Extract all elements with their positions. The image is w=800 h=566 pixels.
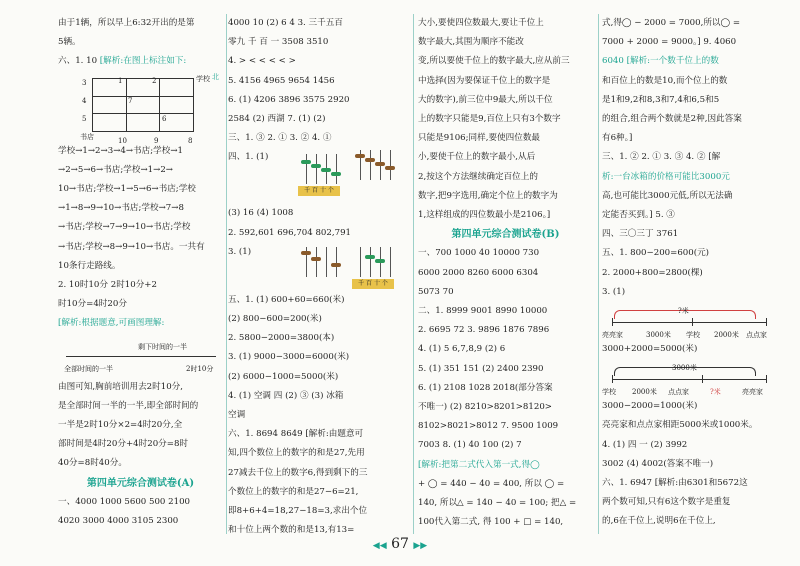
text-line: 3000−2000=1000(米) — [602, 401, 698, 412]
grid-number: 7 — [128, 96, 133, 105]
text-line — [602, 532, 777, 534]
answer-column-4 — [602, 14, 777, 534]
text-line: 即8+6+4=18,27−18=3,求出个位 — [228, 506, 368, 517]
text-line: 1,这样组成的四位数最小是2106。] — [418, 210, 551, 221]
text-line: 是全部时间一半的一半,即全部时间的 — [58, 400, 199, 411]
text-line: →2→5→6→书店;学校→1→2→ — [58, 164, 174, 175]
unknown-distance-label: ?米 — [678, 307, 689, 316]
text-line: 高,也可能比3000元低,所以无法确 — [602, 190, 733, 201]
grid-number: 9 — [154, 136, 159, 145]
text-line: 2,按这个方法继续确定百位上的 — [418, 171, 538, 182]
text-line: 4. (1) 空调 四 (2) ③ (3) 冰箱 — [228, 390, 344, 401]
place-label: 亮亮家 — [742, 388, 763, 397]
text-line: 由图可知,胸前培训用去2时10分, — [58, 381, 183, 392]
text-line: 六、1. 10 — [58, 56, 98, 67]
text-line: 大小,要使四位数最大,要让千位上 — [418, 18, 544, 28]
distance-label: 2000米 — [632, 388, 657, 397]
text-line: (3) 16 (4) 1008 — [228, 208, 294, 219]
text-line: 的,6在千位上,说明6在千位上, — [602, 516, 716, 527]
right-arrows-icon: ▶▶ — [413, 541, 428, 551]
text-line: 亮亮家和点点家相距5000米或1000米。 — [602, 420, 758, 431]
north-icon: 北 — [212, 72, 219, 81]
time-diagram — [58, 334, 223, 378]
text-line: 有6种。] — [602, 133, 633, 144]
column-divider — [598, 14, 599, 534]
text-line: 的组合,组合两个数就是2种,因此答案 — [602, 114, 742, 125]
left-arrows-icon: ◀◀ — [372, 541, 387, 551]
place-label: 点点家 — [746, 331, 767, 340]
section-title: 第四单元综合测试卷(A) — [86, 477, 195, 489]
grid-number: 1 — [118, 76, 123, 85]
text-line: 5073 70 — [418, 286, 454, 297]
text-line: 3002 (4) 4002(答案不唯一) — [602, 458, 714, 469]
text-line: 大的数字),前三位中9最大,所以千位 — [418, 94, 553, 105]
time-label: 全部时间的一半 — [64, 364, 113, 373]
answer-column-2 — [228, 14, 408, 534]
text-line: →书店;学校→8→9→10→书店。一共有 — [58, 241, 205, 252]
school-label: 学校 — [196, 74, 210, 83]
abacus-illustration — [298, 152, 340, 196]
text-line: 中选择(因为要保证千位上的数字是 — [418, 75, 551, 86]
text-line: 一、4000 1000 5600 500 2100 — [58, 496, 190, 507]
text-line: 4000 10 (2) 6 4 3. 三千五百 — [228, 18, 343, 28]
text-line: 3. (1) 9000−3000=6000(米) — [228, 352, 350, 363]
grid-number: 6 — [162, 114, 167, 123]
abacus-figure-row — [228, 148, 408, 204]
text-line: →书店;学校→7→9→10→书店;学校 — [58, 222, 191, 233]
text-line: 3. (1) — [228, 246, 252, 257]
text-line: 一半是2时10分×2=4时20分,全 — [58, 420, 183, 431]
grid-number: 4 — [82, 96, 87, 105]
answer-column-1 — [58, 14, 223, 534]
page-number: 67 — [391, 536, 409, 552]
text-line: 六、1. 8694 8649 [解析:由题意可 — [228, 429, 364, 440]
text-line: 140, 所以△ = 140 − 40 = 100; 把△ = — [418, 498, 577, 509]
abacus-illustration — [352, 245, 394, 289]
text-line — [418, 532, 593, 534]
grid-number: 3 — [82, 78, 87, 87]
time-label: 剩下时间的一半 — [138, 342, 187, 351]
distance-label: 2000米 — [714, 331, 739, 340]
text-line: 7000 + 2000 = 9000。] 9. 4060 — [602, 37, 737, 48]
text-line: 知,四个数位上的数字的和是27,先用 — [228, 448, 365, 459]
text-line: 100代入第二式, 得 100 + □ = 140, — [418, 517, 564, 528]
text-line: →1→8→9→10→书店;学校→7→8 — [58, 203, 184, 214]
place-label: 点点家 — [668, 388, 689, 397]
text-line: 3000+2000=5000(米) — [602, 344, 698, 355]
time-label: 2时10分 — [186, 364, 214, 373]
text-line: 4. > < < < < > — [228, 56, 296, 67]
text-line: 不唯一) (2) 8210>8201>8120> — [418, 402, 552, 413]
text-line: 5. 4156 4965 9654 1456 — [228, 75, 335, 86]
text-line: 定能否买到。] 5. ③ — [602, 210, 675, 221]
text-line: 数字,把9字选用,确定个位上的数字为 — [418, 190, 558, 201]
text-line: 2. 2000+800=2800(棵) — [602, 267, 703, 278]
text-line: 两个数可知,只有6这个数字是重复 — [602, 497, 731, 508]
grid-number: 10 — [118, 136, 127, 145]
analysis-label: 析:一台冰箱的价格可能比3000元 — [602, 171, 730, 182]
analysis-label: [解析:把第二式代入第一式,得◯ — [418, 459, 540, 470]
place-label: 学校 — [602, 388, 616, 397]
text-line: 2. 10时10分 2时10分+2 — [58, 280, 157, 291]
text-line: 变,所以要使千位上的数字最大,应从前三 — [418, 56, 570, 67]
text-line: 时10分=4时20分 — [58, 299, 127, 310]
text-line: 部时间是4时20分+4时20分=8时 — [58, 439, 189, 450]
page-footer — [0, 536, 800, 552]
text-line: 6000 2000 8260 6000 6304 — [418, 267, 539, 278]
column-divider — [226, 14, 227, 534]
text-line: 五、1. 800−200=600(元) — [602, 248, 710, 259]
text-line: 6. (1) 2108 1028 2018(部分答案 — [418, 382, 553, 393]
place-label: 学校 — [686, 331, 700, 340]
text-line: 7003 8. (1) 40 100 (2) 7 — [418, 440, 522, 451]
route-grid — [92, 78, 194, 132]
grid-number: 2 — [152, 76, 157, 85]
text-line: 3. (1) — [602, 286, 626, 297]
analysis-label: [解析:根据题意,可画图理解: — [58, 318, 165, 329]
abacus-illustration — [298, 245, 340, 289]
abacus-illustration — [352, 148, 394, 192]
analysis-label: 6040 [解析:一个数千位上的数 — [602, 56, 719, 67]
text-line: 2. 592,601 696,704 802,791 — [228, 227, 352, 238]
text-line: 四、三〇三丁 3761 — [602, 229, 679, 240]
text-line: 二、1. 8999 9001 8990 10000 — [418, 306, 548, 317]
column-divider — [413, 14, 414, 534]
text-line: 数字最大,其围为顺序不能改 — [418, 37, 524, 48]
text-line: 5. (1) 351 151 (2) 2400 2390 — [418, 363, 544, 374]
text-line: 小,要使千位上的数字最小,从后 — [418, 152, 536, 163]
route-diagram — [58, 72, 223, 145]
place-label: 亮亮家 — [602, 331, 623, 340]
text-line: 个数位上的数字的和是27−6=21, — [228, 486, 359, 497]
distance-diagram-1 — [602, 302, 777, 340]
text-line: (2) 800−600=200(米) — [228, 314, 322, 325]
text-line: 40分=8时40分。 — [58, 458, 127, 469]
grid-number: 8 — [188, 136, 193, 145]
text-line: 和百位上的数是10,而个位上的数 — [602, 75, 728, 86]
text-line: 和十位上两个数的和是13,有13= — [228, 525, 355, 534]
text-line: 2584 (2) 西湖 7. (1) (2) — [228, 114, 326, 125]
text-line: 五、1. (1) 600+60=660(米) — [228, 294, 345, 305]
answer-column-3 — [418, 14, 593, 534]
abacus-base-label: 千 百 十 个 — [298, 186, 340, 196]
text-line: 三、1. ③ 2. ① 3. ② 4. ① — [228, 133, 332, 144]
text-line: 4. (1) 四 一 (2) 3992 — [602, 439, 688, 450]
text-line: 4020 3000 4000 3105 2300 — [58, 516, 179, 527]
text-line: 三、1. ② 2. ① 3. ③ 4. ② [解 — [602, 152, 721, 163]
text-line: 上的数字只能是9,百位上只有3个数字 — [418, 114, 561, 125]
text-line: 5辆。 — [58, 37, 81, 48]
text-line: 2. 5800−2000=3800(本) — [228, 333, 335, 344]
text-line: 4. (1) 5 6,7,8,9 (2) 6 — [418, 344, 506, 355]
distance-label: 3000米 — [672, 364, 697, 373]
text-line: 27减去千位上的数字6,得到剩下的三 — [228, 467, 368, 478]
text-line: 2. 6695 72 3. 9896 1876 7896 — [418, 325, 550, 336]
text-line: 四、1. (1) — [228, 152, 269, 163]
text-line: 6. (1) 4206 3896 3575 2920 — [228, 94, 350, 105]
abacus-figure-row — [228, 243, 408, 291]
grid-number: 5 — [82, 114, 87, 123]
distance-diagram-2 — [602, 359, 777, 397]
text-line: 是1和9,2和8,3和7,4和6,5和5 — [602, 94, 720, 105]
store-label: 书店 — [80, 132, 94, 141]
text-line: 式,得◯ − 2000 = 7000,所以◯ = — [602, 18, 741, 28]
unknown-distance-label: ?米 — [710, 388, 721, 397]
text-line: + ◯ = 440 − 40 = 400, 所以 ◯ = — [418, 478, 565, 489]
text-line: 空调 — [228, 410, 246, 421]
section-title: 第四单元综合测试卷(B) — [451, 229, 560, 241]
text-line — [58, 531, 223, 534]
text-line: 8102>8021>8012 7. 9500 1009 — [418, 421, 559, 432]
text-line: 只能是9106;同样,要使四位数最 — [418, 133, 541, 144]
text-line: 六、1. 6947 [解析:由6301和5672这 — [602, 478, 748, 489]
text-line: 学校→1→2→3→4→书店;学校→1 — [58, 145, 183, 156]
abacus-base-label: 千 百 十 个 — [352, 279, 394, 289]
text-line: (2) 6000−1000=5000(米) — [228, 371, 339, 382]
analysis-label: [解析:在图上标注如下: — [99, 56, 187, 67]
text-line: 由于1辆，所以早上6:32开出的是第 — [58, 18, 195, 28]
text-line: 一、700 1000 40 10000 730 — [418, 248, 540, 259]
text-line: 零九 千 百 一 3508 3510 — [228, 37, 329, 48]
distance-label: 3000米 — [646, 331, 671, 340]
text-line: 10条行走路线。 — [58, 260, 121, 271]
text-line: 10→书店;学校→1→5→6→书店;学校 — [58, 184, 196, 195]
